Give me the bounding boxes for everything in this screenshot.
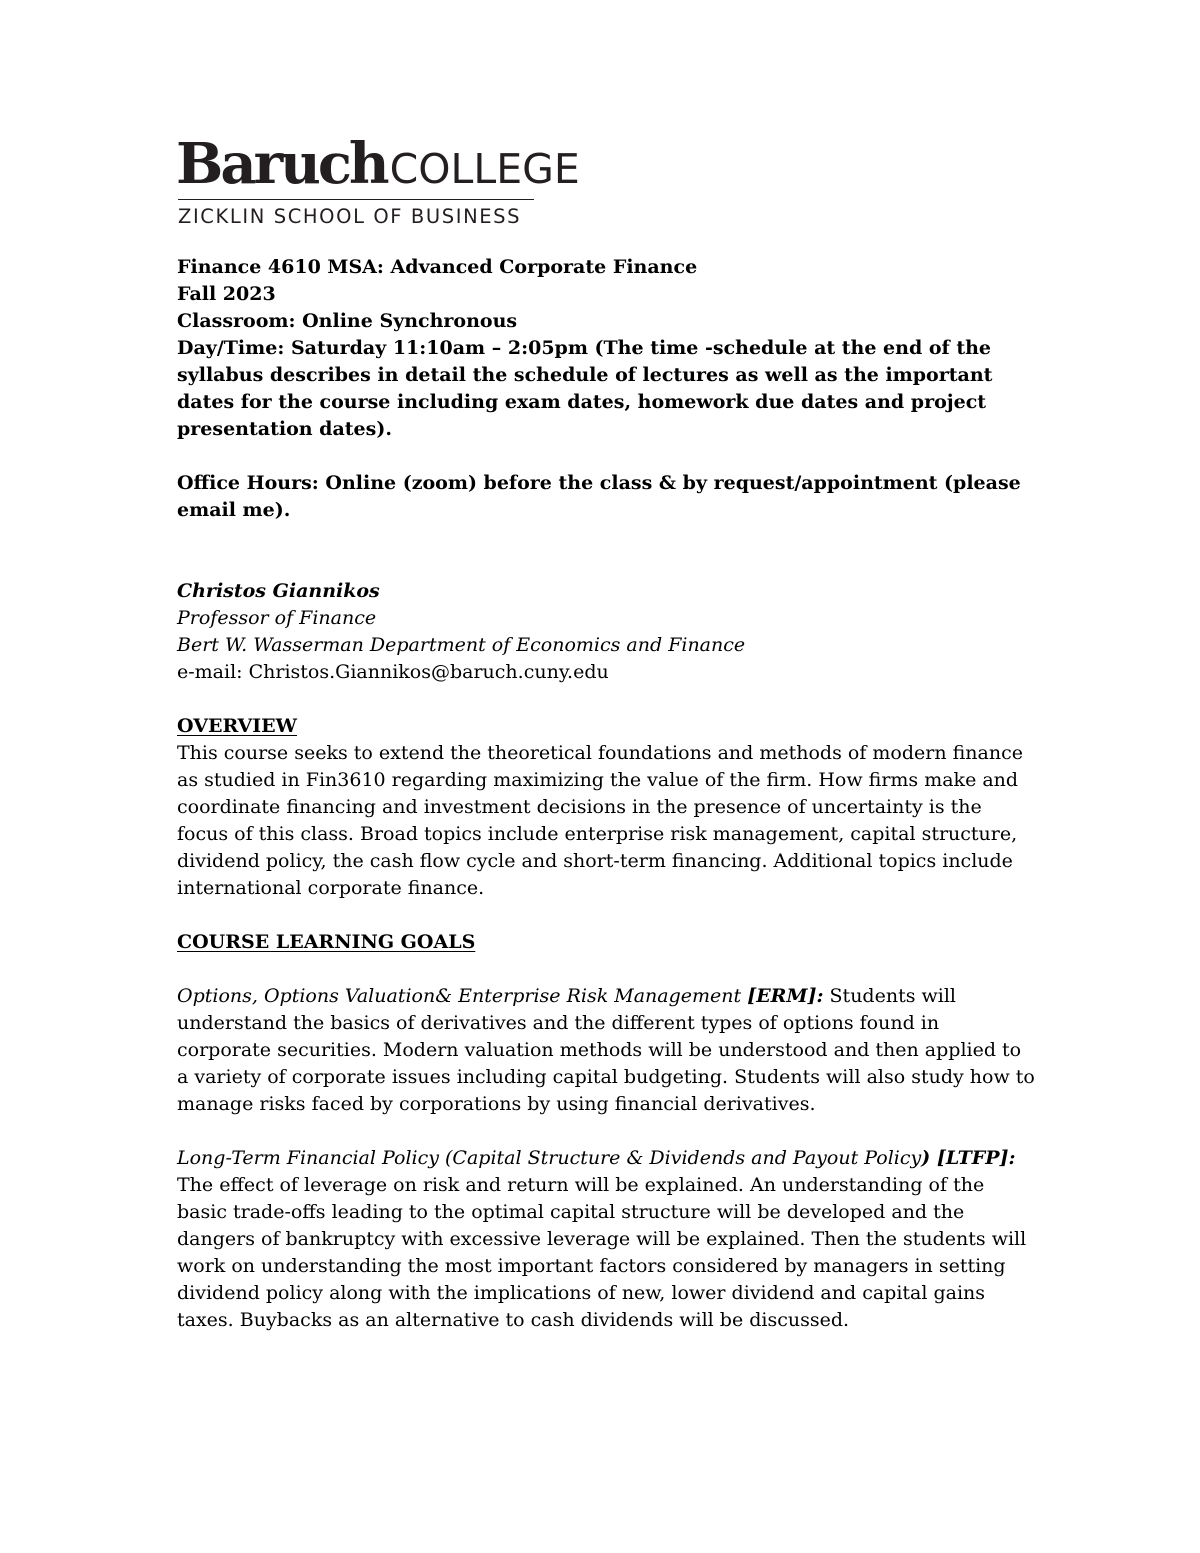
learning-goal-ltfp: [177, 1145, 1037, 1334]
goal-title: Long-Term Financial Policy (Capital Structure & Dividends and Payout Policy: [177, 1147, 922, 1169]
goal-description: Students will understand the basics of derivatives and the different types of options found in corporate securities. Modern valuation methods will be understood and then applied to a variety of corporate issues including capital budgeting. Students will also study how to manage risks faced by corporations by using financial derivatives.: [177, 985, 1035, 1115]
logo-school-name: ZICKLIN SCHOOL OF BUSINESS: [178, 205, 522, 228]
instructor-department: Bert W. Wasserman Department of Economics and Finance: [177, 634, 746, 656]
goal-tag: ) [LTFP]:: [921, 1147, 1016, 1169]
course-classroom: Classroom: Online Synchronous: [177, 310, 518, 332]
course-term: Fall 2023: [177, 283, 276, 305]
logo-divider: [178, 199, 534, 200]
goal-tag: [ERM]:: [747, 985, 824, 1007]
goal-title: Options, Options Valuation& Enterprise Risk Management: [177, 985, 748, 1007]
baruch-college-logo: [176, 131, 580, 236]
course-info: [177, 254, 1037, 524]
instructor-name: Christos Giannikos: [177, 580, 380, 602]
overview-text: This course seeks to extend the theoretical foundations and methods of modern finance as studied in Fin3610 regarding maximizing the value of the firm. How firms make and coordinate financing and investment decisions in the presence of uncertainty is the focus of this class. Broad topics include enterprise risk management, capital structure, dividend policy, the cash flow cycle and short-term financing. Additional topics include international corporate finance.: [177, 742, 1023, 899]
overview-heading: OVERVIEW: [177, 715, 298, 737]
learning-goals-section: [177, 929, 1037, 1334]
course-title: Finance 4610 MSA: Advanced Corporate Finance: [177, 256, 698, 278]
instructor-info: [177, 578, 1037, 686]
learning-goal-erm: [177, 983, 1037, 1118]
logo-name-bold: Baruch: [176, 131, 387, 197]
overview-section: [177, 713, 1037, 902]
goal-description: The effect of leverage on risk and return will be explained. An understanding of the basic trade-offs leading to the optimal capital structure will be developed and the dangers of bankruptcy with excessive leverage will be explained. Then the students will work on understanding the most important factors considered by managers in setting dividend policy along with the implications of new, lower dividend and capital gains taxes. Buybacks as an alternative to cash dividends will be discussed.: [177, 1174, 1027, 1331]
course-daytime: Day/Time: Saturday 11:10am – 2:05pm (The time -schedule at the end of the syllabus describes in detail the schedule of lectures as well as the important dates for the course including exam dates, homework due dates and project presentation dates).: [177, 337, 993, 440]
logo-wordmark: [176, 131, 580, 197]
office-hours: Office Hours: Online (zoom) before the class & by request/appointment (please email me).: [177, 472, 1021, 521]
instructor-email: e-mail: Christos.Giannikos@baruch.cuny.edu: [177, 661, 609, 683]
learning-goals-heading: COURSE LEARNING GOALS: [177, 931, 476, 953]
logo-name-light: COLLEGE: [389, 145, 580, 193]
syllabus-content: [177, 254, 1037, 1334]
instructor-position: Professor of Finance: [177, 607, 377, 629]
